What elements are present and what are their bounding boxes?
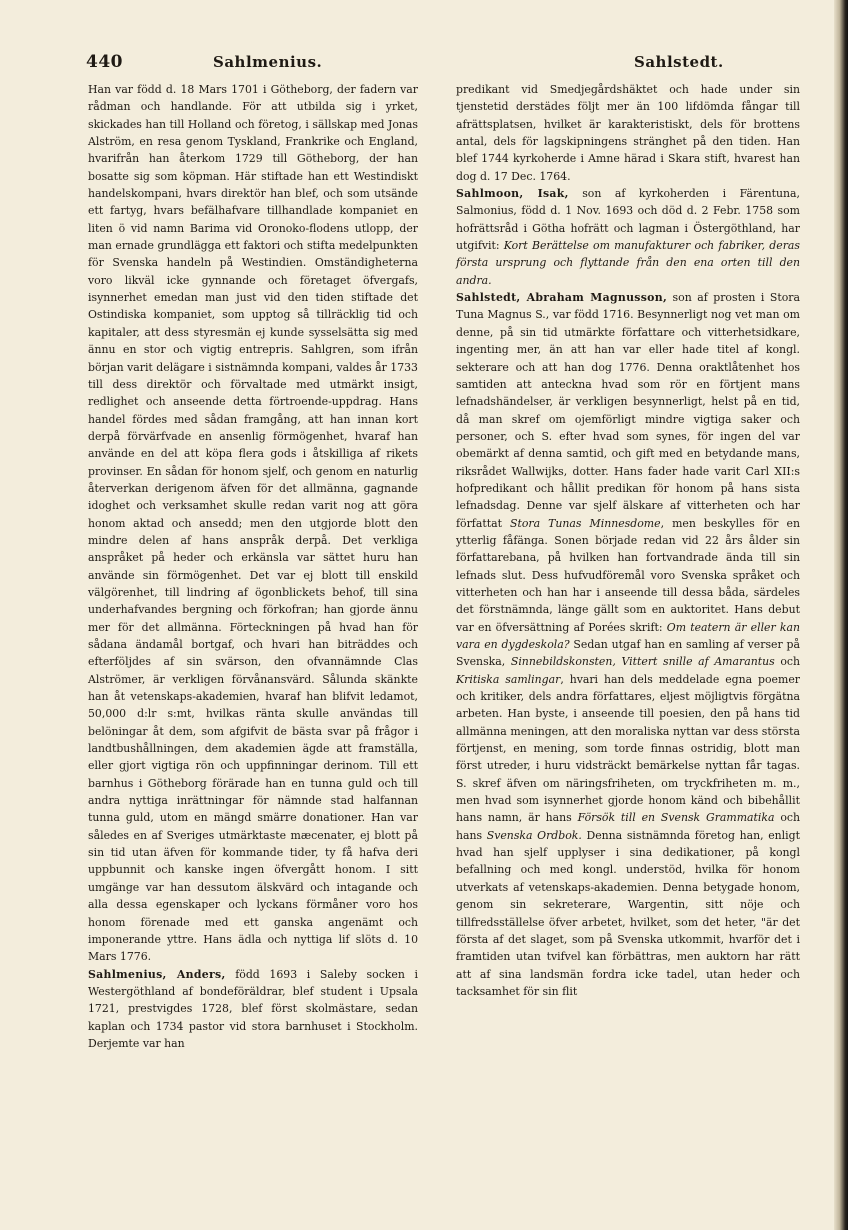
entry-sahlstedt-text-f: och hans (456, 811, 801, 842)
left-column (88, 81, 418, 1052)
title-kort-berattelse: Kort Berättelse om manufakturer och fabriker, deras första ursprung och flyttande från den ena orten till den andra. (456, 239, 800, 287)
paragraph-continuation: predikant vid Smedjegårdshäktet och hade under sin tjenstetid derstädes följt mer än 100 lifdömda fångar till afrättsplatsen, hvilket är karakteristiskt, dels för brottens antal, dels för lagskipningens stränghet på den tiden. Han blef 1744 kyrkoherde i Amne härad i Skara stift, hvarest han dog d. 17 Dec. 1764. (456, 83, 800, 183)
headword-sahlmenius: Sahlmenius, Anders, (88, 967, 226, 981)
entry-sahlstedt-text-c: Sedan utgaf han en samling af verser på Svenska, (456, 638, 800, 669)
entry-sahlstedt-text-b: , men beskylles för en ytterlig fåfänga. Sonen började redan vid 22 års ålder sin författarebana, på hvilken han fortvandrade ända till sin lefnads slut. Dess hufvudföremål voro Svenska språket och vitterheten och han har i anseende till dessa båda, särdeles det förstnämnda, länge gällt som en auktoritet. Hans debut var en öfversättning af Porées skrift: (456, 516, 801, 634)
left-running-head: Sahlmenius. (213, 53, 323, 71)
right-running-head: Sahlstedt. (634, 53, 724, 71)
entry-sahlmenius-text: född 1693 i Saleby socken i Westergöthland af bondeföräldrar, blef student i Upsala 1721, prestvigdes 1728, blef först skolmästare, sedan kaplan och 1734 pastor vid stora barnhuset i Stockholm. Derjemte var han (88, 967, 418, 1050)
title-forsok-grammatika: Försök till en Svensk Grammatika (577, 811, 775, 825)
entry-sahlstedt-text-d: och (774, 655, 801, 669)
headword-sahlstedt: Sahlstedt, Abraham Magnusson, (456, 291, 668, 305)
entry-sahlstedt-text-g: Denna sistnämnda företog han, enligt hvad han sjelf upplyser i sina dedikationer, på kongl befallning och med kongl. understöd, hvilka för honom utverkats af vetenskaps-akademien. Denna betygade honom, genom sin sekreterare, Wargentin, sitt nöje och tillfredsställelse öfver arbetet, hvilket, som det heter, "är det första af det slaget, som på Svenska utkommit, hvarför det i framtiden utan tvifvel kan förbättras, men auktorn har rätt att af sina landsmän fordra icke tadel, utan heder och tacksamhet för sin flit (456, 828, 800, 998)
running-header (86, 52, 798, 74)
entry-sahlmenius (88, 966, 418, 1053)
right-column (456, 81, 800, 1000)
page-number: 440 (86, 52, 123, 72)
entry-sahlmoon-text: son af kyrkoherden i Färentuna, Salmonius, född d. 1 Nov. 1693 och död d. 2 Febr. 1758 som hofrättsråd i Götha hofrätt och lagman i Östergöthland, har utgifvit: (456, 187, 800, 253)
entry-sahlstedt-text-a: son af prosten i Stora Tuna Magnus S., var född 1716. Besynnerligt nog vet man om denne, på sin tid utmärkte författare och vitterhetsidkare, ingenting mer, än att han var eller hade titel af kongl. sekterare och att han dog 1776. Denna oraktlåtenhet hos samtiden att anteckna hvad som rör en förtjent mans lefnadshändelser, är verkligen besynnerligt, helst på en tid, då man skref om ojemförligt mindre vigtiga saker och personer, och S. efter hvad som synes, för ingen del var obemärkt af denna samtid, och gift med en betydande mans, riksrådet Wallwijks, dotter. Hans fader hade varit Carl XII:s hofpredikant och hållit predikan för honom på hans sista lefnadsdag. Denne var sjelf älskare af vitterheten och har författat (456, 291, 800, 530)
headword-sahlmoon: Sahlmoon, Isak, (456, 187, 569, 201)
entry-sahlstedt (456, 289, 800, 1000)
entry-sahlmoon (456, 185, 800, 289)
title-sinnebildskonsten: Sinnebildskonsten, Vittert snille af Amarantus (510, 655, 775, 669)
book-spine-shadow (834, 0, 848, 1230)
title-svenska-ordbok: Svenska Ordbok. (486, 828, 582, 842)
entry-sahlstedt-text-e: , hvari han dels meddelade egna poemer och kritiker, dels andra författares, eljest möjligtvis förgätna arbeten. Han byste, i anseende till poesien, den på hans tid allmänna meningen, att den moraliska nyttan var dess största förtjenst, en mening, som torde finnas ostridig, blott man först utreder, i huru vidsträckt bemärkelse nyttan får tagas. S. skref äfven om näringsfriheten, om tryckfriheten m. m., men hvad som isynnerhet gjorde honom känd och bibehållit hans namn, är hans (456, 672, 800, 825)
title-kritiska-samlingar: Kritiska samlingar (456, 672, 561, 686)
title-om-teatern: Om teatern är eller kan vara en dygdeskola? (456, 620, 800, 651)
title-stora-tunas: Stora Tunas Minnesdome (510, 516, 661, 530)
paragraph-sahlgren: Han var född d. 18 Mars 1701 i Götheborg, der fadern var rådman och handlande. För att utbilda sig i yrket, skickades han till Holland och företog, i sällskap med Jonas Alström, en resa genom Tyskland, Frankrike och England, hvarifrån han återkom 1729 till Götheborg, der han bosatte sig som köpman. Här stiftade han ett Westindiskt handelskompani, hvars direktör han blef, och som utsände ett fartyg, hvars befälhafvare tillhandlade kompaniet en liten ö vid namn Barima vid Oronoko-flodens utlopp, der man ernade grundlägga ett faktori och stifta medelpunkten för Svenska handeln på Westindien. Omständigheterna voro likväl icke gynnande och företaget öfvergafs, isynnerhet emedan man just vid den tiden stiftade det Ostindiska kompaniet, som upptog så tillräcklig tid och kapitaler, att dess styresmän ej kunde sysselsätta sig med ännu en stor och vigtig entrepris. Sahlgren, som ifrån början varit delägare i sistnämnda kompani, valdes år 1733 till dess direktör och förvaltade med utmärkt insigt, redlighet och anseende detta förtroende-uppdrag. Hans handel fördes med sådan framgång, att han innan kort derpå förvärfvade en ansenlig förmögenhet, hvaraf han använde en del att köpa flera gods i åtskilliga af rikets provinser. En sådan för honom sjelf, och genom en naturlig återverkan derigenom äfven för det allmänna, gagnande idoghet och verksamhet skulle redan varit nog att göra honom aktad och ansedd; men den utgjorde blott den mindre delen af hans anspråk derpå. Det verkliga anspråket på heder och erkänsla var sättet huru han använde sin förmögenhet. Det var ej blott till enskild välgörenhet, till lindring af ögonblickets behof, till sina underhafvandes bergning och förkofran; han gjorde ännu mer för det allmänna. Förteckningen på hvad han för sådana ändamål bortgaf, och hvari han biträddes och efterföljdes af sin svärson, den ofvannämnde Clas Alströmer, är verkligen förvånansvärd. Sålunda skänkte han åt vetenskaps-akademien, hvaraf han blifvit ledamot, 50,000 d:lr s:mt, hvilkas ränta skulle användas till belöningar åt dem, som afgifvit de bästa svar på frågor i landtbushållningen, dem akademien ägde att framställa, eller gjort vigtiga rön och uppfinningar derinom. Till ett barnhus i Götheborg förärade han en tunna guld och till andra nyttiga inrättningar för nämnde stad halfannan tunna guld, utom en mängd smärre donationer. Han var således en af Sveriges utmärktaste mæcenater, ej blott på sin tid utan äfven för kommande tider, ty få hafva deri uppbunnit och kanske ingen öfvergått honom. I sitt umgänge var han dessutom älskvärd och intagande och alla dessa egenskaper och lyckans förmåner voro hos honom förenade med ett ganska angenämt och imponerande yttre. Hans ädla och nyttiga lif slöts d. 10 Mars 1776. (88, 83, 418, 964)
